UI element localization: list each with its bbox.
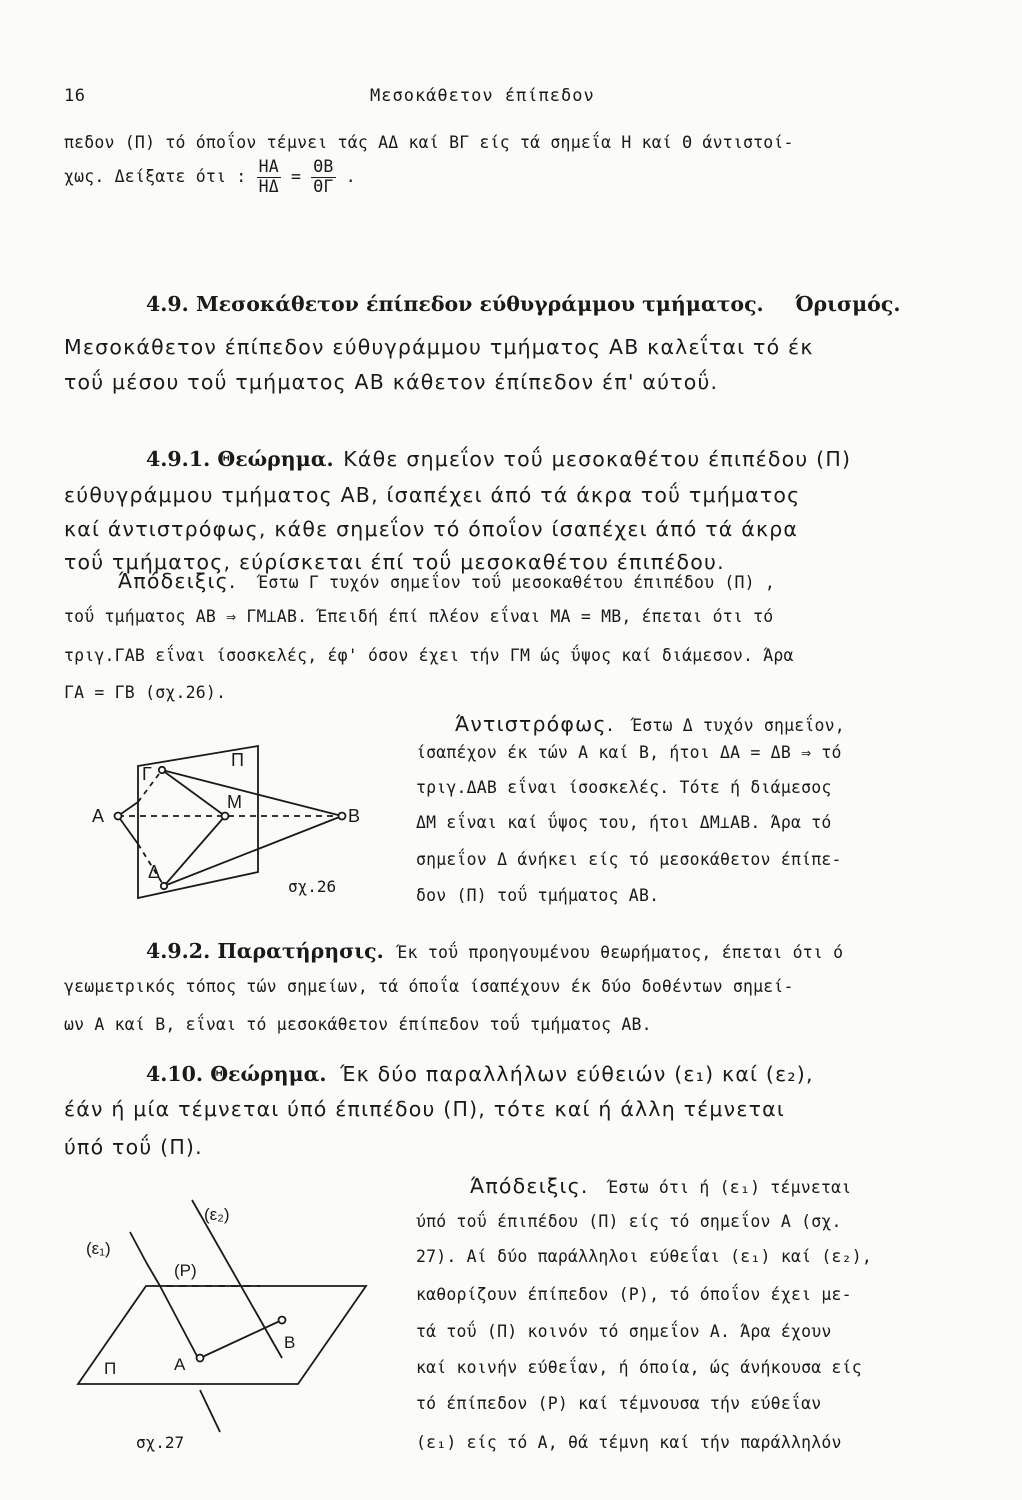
frac2-denominator: ΘΓ bbox=[313, 176, 334, 196]
proof-4-9-1-line-1 bbox=[118, 569, 775, 593]
s491-line-1 bbox=[146, 447, 851, 471]
converse-text-5: σημεΐον Δ άνήκει είς τό μεσοκάθετον έπίπε- bbox=[416, 850, 842, 869]
fig26-label-m: Μ bbox=[227, 792, 242, 812]
fig27-label-a: Α bbox=[174, 1355, 186, 1374]
fraction-ha-hd bbox=[257, 158, 281, 197]
proof-4-10-text-6: καί κοινήν εύθεΐαν, ή όποία, ώς άνήκουσα είς bbox=[416, 1358, 862, 1377]
point-a bbox=[115, 813, 122, 820]
converse-label: Άντιστρόφως. bbox=[455, 712, 615, 736]
section-4-9-heading bbox=[146, 292, 900, 316]
s491-line-2-text: εύθυγράμμου τμήματος ΑΒ, ίσαπέχει άπό τά άκρα τοΰ τμήματος bbox=[64, 483, 801, 507]
proof-text-2: τοΰ τμήματος ΑΒ ⇒ ΓΜ⊥ΑΒ. Έπειδή έπί πλέον εΐναι ΜΑ = ΜΒ, έπεται ότι τό bbox=[64, 607, 774, 626]
theorem-4-9-1-heading: 4.9.1. Θεώρημα. bbox=[146, 447, 334, 471]
line-db bbox=[164, 816, 342, 886]
point-g bbox=[159, 767, 165, 773]
fig27-label-b: Β bbox=[284, 1333, 296, 1352]
frac2-numerator: ΘΒ bbox=[313, 157, 334, 176]
converse-line-1 bbox=[455, 712, 845, 736]
converse-text-3: τριγ.ΔΑΒ εΐναι ίσοσκελές. Τότε ή διάμεσος bbox=[416, 778, 832, 797]
fig26-label-a: Α bbox=[92, 806, 105, 826]
s492-line-1 bbox=[146, 939, 843, 963]
converse-text-2: ίσαπέχον έκ τών Α καί Β, ήτοι ΔΑ = ΔΒ ⇒ τό bbox=[416, 743, 842, 762]
proof-4-10-text-1: Έστω ότι ή (ε₁) τέμνεται bbox=[608, 1178, 852, 1197]
s491-line-4: τοΰ τμήματος, εύρίσκεται έπί τοΰ μεσοκαθέτου έπιπέδου. bbox=[64, 550, 725, 574]
proof-text-1: Έστω Γ τυχόν σημεΐον τοΰ μεσοκαθέτου έπιπέδου (Π) , bbox=[258, 573, 776, 592]
s491-line-1-text: Κάθε σημεΐον τοΰ μεσοκαθέτου έπιπέδου (Π) bbox=[343, 447, 852, 471]
fig26-label-d: Δ bbox=[148, 862, 161, 882]
fig27-label-e2: (ε₂) bbox=[204, 1205, 230, 1224]
proof-4-10-text-4: καθορίζουν έπίπεδον (Ρ), τό όποΐον έχει με- bbox=[416, 1285, 852, 1304]
point-b bbox=[339, 813, 346, 820]
s410-text-2: έάν ή μία τέμνεται ύπό έπιπέδου (Π), τότε καί ή άλλη τέμνεται bbox=[64, 1097, 785, 1121]
intro-line-2 bbox=[64, 158, 356, 197]
proof-4-10-text-5: τά τοΰ (Π) κοινόν τό σημεΐον Α. Άρα έχουν bbox=[416, 1322, 832, 1341]
proof-text-4: ΓΑ = ΓΒ (σχ.26). bbox=[64, 683, 227, 702]
line-e1-middle bbox=[160, 1286, 198, 1358]
figure-26-caption: σχ.26 bbox=[288, 877, 337, 896]
converse-text-6: δον (Π) τοΰ τμήματος ΑΒ. bbox=[416, 886, 660, 905]
line-e1-bottom bbox=[200, 1390, 220, 1432]
fig27-label-e1: (ε₁) bbox=[86, 1239, 111, 1258]
point-d bbox=[161, 883, 167, 889]
s410-line-1 bbox=[146, 1062, 814, 1086]
intro-line-1: πεδον (Π) τό όποΐον τέμνει τάς ΑΔ καί ΒΓ είς τά σημεΐα Η καί Θ άντιστοί- bbox=[64, 133, 794, 152]
figure-27 bbox=[70, 1192, 400, 1462]
s49-line-2: τοΰ μέσου τοΰ τμήματος ΑΒ κάθετον έπίπεδον έπ' αύτοΰ. bbox=[64, 370, 719, 394]
fig27-label-r: (Ρ) bbox=[174, 1261, 197, 1280]
s410-text-1: Έκ δύο παραλλήλων εύθειών (ε₁) καί (ε₂), bbox=[340, 1062, 814, 1086]
plane-pi bbox=[78, 1286, 366, 1384]
proof-label: Άπόδειξις. bbox=[118, 569, 237, 593]
page-number: 16 bbox=[64, 86, 86, 106]
line-e1-top bbox=[130, 1232, 146, 1262]
s491-line-3: καί άντιστρόφως, κάθε σημεΐον τό όποΐον ίσαπέχει άπό τά άκρα bbox=[64, 517, 799, 541]
frac1-numerator: ΗΑ bbox=[258, 157, 279, 176]
line-ab bbox=[200, 1320, 282, 1358]
remark-4-9-2-heading: 4.9.2. Παρατήρησις. bbox=[146, 939, 384, 963]
section-4-9-title: 4.9. Μεσοκάθετον έπίπεδον εύθυγράμμου τμήματος. bbox=[146, 292, 764, 316]
line-e2-lower bbox=[274, 1344, 282, 1358]
fig26-label-g: Γ bbox=[142, 764, 152, 784]
theorem-4-10-heading: 4.10. Θεώρημα. bbox=[146, 1062, 327, 1086]
converse-text-4: ΔΜ εΐναι καί ΰψος του, ήτοι ΔΜ⊥ΑΒ. Άρα τό bbox=[416, 813, 832, 832]
figure-26 bbox=[80, 736, 380, 906]
frac1-denominator: ΗΔ bbox=[258, 176, 279, 196]
remark-text-2: γεωμετρικός τόπος τών σημείων, τά όποΐα ίσαπέχουν έκ δύο δοθέντων σημεί- bbox=[64, 977, 794, 996]
remark-text-3: ων Α καί Β, εΐναι τό μεσοκάθετον έπίπεδον τοΰ τμήματος ΑΒ. bbox=[64, 1015, 652, 1034]
line-gb bbox=[162, 770, 342, 816]
figure-27-caption: σχ.27 bbox=[136, 1433, 185, 1452]
fig26-label-pi: Π bbox=[231, 750, 244, 770]
proof-4-10-label: Άπόδειξις. bbox=[470, 1174, 589, 1198]
proof-4-10-text-7: τό έπίπεδον (Ρ) καί τέμνουσα τήν εύθεΐαν bbox=[416, 1394, 822, 1413]
intro-prefix: χως. Δείξατε ότι : bbox=[64, 166, 247, 186]
fraction-thb-thg bbox=[311, 158, 335, 197]
point-m bbox=[222, 813, 229, 820]
converse-text-1: Έστω Δ τυχόν σημεΐον, bbox=[632, 716, 845, 735]
s49-line-1: Μεσοκάθετον έπίπεδον εύθυγράμμου τμήματος ΑΒ καλεΐται τό έκ bbox=[64, 335, 814, 359]
line-e1-upper bbox=[146, 1262, 160, 1286]
proof-4-10-line-1 bbox=[470, 1174, 851, 1198]
point-a bbox=[197, 1355, 204, 1362]
line-gm bbox=[162, 770, 225, 816]
line-dm bbox=[164, 816, 225, 886]
point-b bbox=[279, 1317, 286, 1324]
intro-end: . bbox=[345, 166, 356, 186]
proof-4-10-text-8: (ε₁) είς τό Α, θά τέμνη καί τήν παράλληλόν bbox=[416, 1433, 842, 1452]
remark-text-1: Έκ τοΰ προηγουμένου θεωρήματος, έπεται ότι ό bbox=[397, 943, 844, 962]
line-ad-outer bbox=[118, 816, 138, 844]
s410-text-3: ύπό τοΰ (Π). bbox=[64, 1135, 203, 1159]
fig27-label-pi: Π bbox=[104, 1359, 117, 1378]
proof-text-3: τριγ.ΓΑΒ εΐναι ίσοσκελές, έφ' όσον έχει τήν ΓΜ ώς ΰψος καί διάμεσον. Άρα bbox=[64, 646, 794, 665]
proof-4-10-text-3: 27). Αί δύο παράλληλοι εύθεΐαι (ε₁) καί (ε₂), bbox=[416, 1247, 873, 1266]
equals-sign: = bbox=[290, 166, 302, 186]
definition-label: Όρισμός. bbox=[795, 292, 901, 316]
fig26-label-b: Β bbox=[348, 806, 361, 826]
running-title: Μεσοκάθετον έπίπεδον bbox=[370, 86, 595, 106]
proof-4-10-text-2: ύπό τοΰ έπιπέδου (Π) είς τό σημεΐον Α (σχ. bbox=[416, 1212, 842, 1231]
